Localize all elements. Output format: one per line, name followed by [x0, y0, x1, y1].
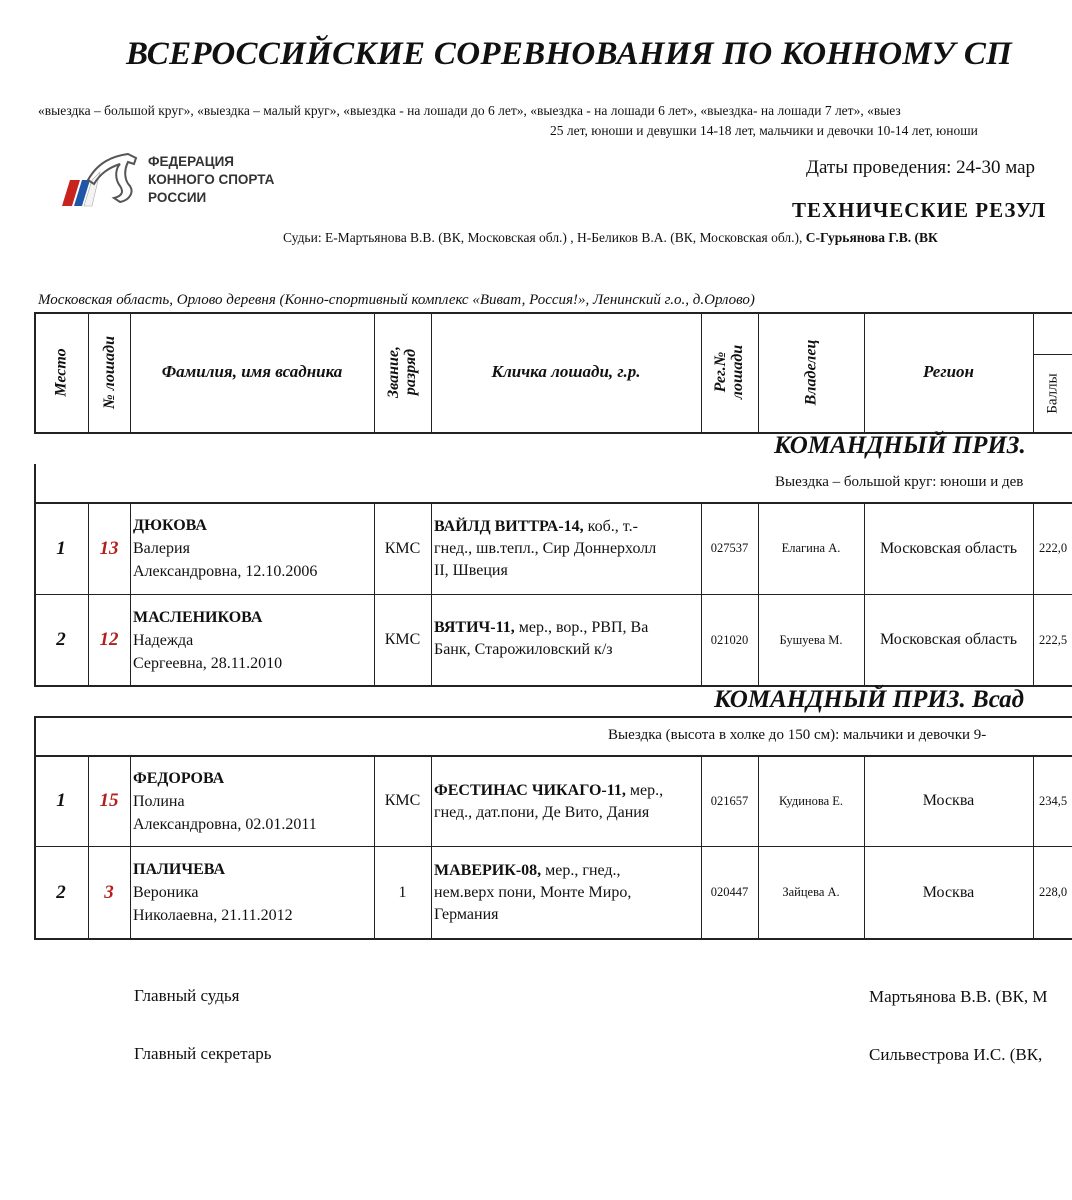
event-dates: Даты проведения: 24-30 мар: [806, 157, 1036, 178]
chief-secretary-name: Сильвестрова И.С. (ВК,: [869, 1045, 1043, 1064]
horse-number-cell: 3: [104, 881, 114, 903]
header-rank: Звание, разряд: [385, 345, 420, 399]
reg-number-cell: 020447: [710, 885, 749, 899]
owner-cell: Кудинова Е.: [778, 793, 844, 808]
header-place: Место: [52, 347, 70, 397]
header-owner: Владелец: [802, 339, 820, 405]
horse-cell: ФЕСТИНАС ЧИКАГО-11, мер., гнед., дат.пони, Де Вито, Дания: [434, 782, 664, 821]
venue: Московская область, Орлово деревня (Конно-спортивный комплекс «Виват, Россия!», Ленинский г.о., д.Орлово): [38, 292, 755, 308]
rider-cell: ПАЛИЧЕВА Вероника Николаевна, 21.11.2012: [133, 861, 293, 924]
reg-number-cell: 021657: [710, 793, 749, 808]
owner-cell: Елагина А.: [781, 541, 841, 555]
chief-judge-label: Главный судья: [134, 986, 240, 1005]
rider-cell: ДЮКОВА Валерия Александровна, 12.10.2006: [133, 517, 318, 580]
rider-cell: МАСЛЕНИКОВА Надежда Сергеевна, 28.11.2010: [133, 608, 283, 672]
header-reg: Рег.№ лошади: [712, 344, 747, 400]
header-rider: Фамилия, имя всадника: [161, 362, 343, 381]
header-score: Баллы: [1044, 372, 1061, 414]
region-cell: Московская область: [879, 539, 1018, 557]
federation-logo-text: ФЕДЕРАЦИЯ КОННОГО СПОРТА РОССИИ: [148, 154, 275, 205]
header-horse-no: № лошади: [100, 335, 118, 409]
place-cell: 2: [56, 629, 66, 650]
rank-cell: КМС: [384, 539, 421, 557]
header-region: Регион: [923, 362, 974, 381]
reg-number-cell: 021020: [710, 632, 749, 647]
rider-cell: ФЕДОРОВА Полина Александровна, 02.01.2011: [133, 769, 317, 833]
horse-cell: МАВЕРИК-08, мер., гнед., нем.верх пони, Монте Миро, Германия: [434, 861, 632, 923]
section-category: Выездка (высота в холке до 150 см): мальчики и девочки 9-: [608, 727, 987, 743]
score-cell: 234,5: [1039, 793, 1068, 808]
owner-cell: Бушуева М.: [779, 632, 843, 647]
page-title: ВСЕРОССИЙСКИЕ СОРЕВНОВАНИЯ ПО КОННОМУ СП: [126, 36, 1013, 72]
horse-number-cell: 12: [99, 629, 119, 650]
region-cell: Москва: [922, 792, 975, 809]
section-title: КОМАНДНЫЙ ПРИЗ. Всад: [714, 686, 1025, 713]
rank-cell: КМС: [384, 631, 421, 648]
horse-number-cell: 15: [99, 790, 119, 811]
results-title: ТЕХНИЧЕСКИЕ РЕЗУЛ: [792, 198, 1047, 222]
reg-number-cell: 027537: [710, 541, 749, 555]
score-cell: 222,0: [1039, 541, 1068, 555]
horse-number-cell: 13: [99, 537, 119, 559]
horse-cell: ВАЙЛД ВИТТРА-14, коб., т.- гнед., шв.тепл., Сир Доннерхолл II, Швеция: [434, 517, 657, 579]
chief-judge-name: Мартьянова В.В. (ВК, М: [869, 987, 1048, 1006]
section-title: КОМАНДНЫЙ ПРИЗ.: [774, 432, 1026, 459]
rank-cell: КМС: [384, 792, 421, 809]
chief-secretary-label: Главный секретарь: [134, 1044, 272, 1063]
place-cell: 1: [56, 790, 66, 811]
subtitle-line-1: «выездка – большой круг», «выездка – малый круг», «выездка - на лошади до 6 лет», «выездка - на лошади 6 лет», «выездка- на лошади 7 лет», «выез: [38, 103, 901, 118]
place-cell: 2: [56, 881, 66, 903]
owner-cell: Зайцева А.: [782, 885, 840, 899]
subtitle-line-2: 25 лет, юноши и девушки 14-18 лет, мальчики и девочки 10-14 лет, юноши: [550, 123, 978, 138]
section-category: Выездка – большой круг: юноши и дев: [775, 474, 1024, 490]
score-cell: 228,0: [1039, 885, 1068, 899]
judges-list: Судьи: Е-Мартьянова В.В. (ВК, Московская обл.) , Н-Беликов В.А. (ВК, Московская обл.), С-Гурьянова Г.В. (ВК: [283, 230, 938, 245]
score-cell: 222,5: [1039, 632, 1068, 647]
region-cell: Московская область: [879, 631, 1018, 648]
region-cell: Москва: [922, 883, 975, 901]
horse-cell: ВЯТИЧ-11, мер., вор., РВП, Ва Банк, Старожиловский к/з: [434, 619, 649, 658]
place-cell: 1: [56, 537, 66, 559]
rank-cell: 1: [398, 883, 407, 901]
header-horse: Кличка лошади, г.р.: [491, 362, 641, 381]
